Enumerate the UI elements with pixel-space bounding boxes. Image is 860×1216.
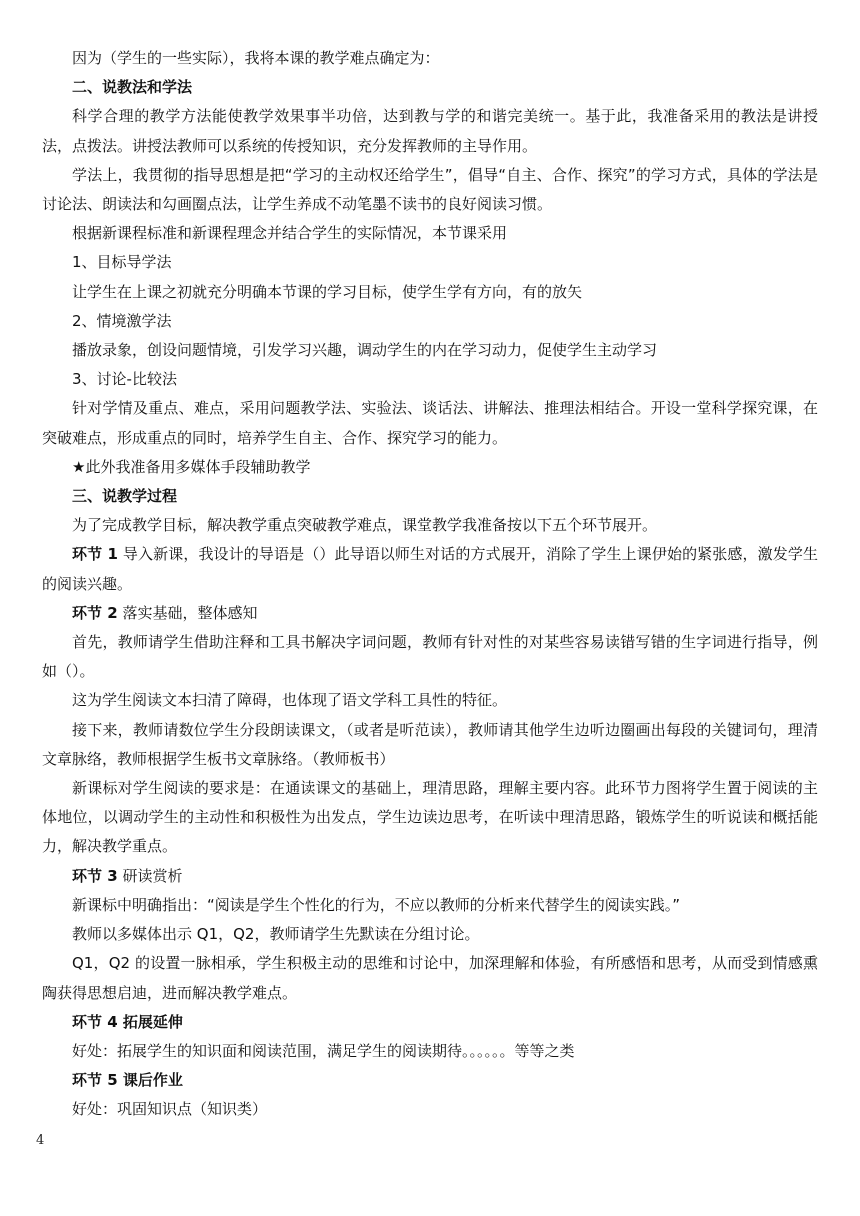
paragraph: 首先，教师请学生借助注释和工具书解决字词问题，教师有针对性的对某些容易读错写错的生字词进行指导，例如（）。 [42, 633, 818, 681]
paragraph: 科学合理的教学方法能使教学效果事半功倍，达到教与学的和谐完美统一。基于此，我准备采用的教法是讲授法，点拨法。讲授法教师可以系统的传授知识，充分发挥教师的主导作用。 [42, 107, 818, 155]
paragraph: 因为（学生的一些实际），我将本课的教学难点确定为： [72, 49, 440, 67]
paragraph: 让学生在上课之初就充分明确本节课的学习目标，使学生学有方向，有的放矢 [72, 282, 583, 301]
paragraph: ★此外我准备用多媒体手段辅助教学 [72, 457, 311, 476]
step-label: 环节 2 [72, 603, 118, 622]
paragraph: 接下来，教师请数位学生分段朗读课文，（或者是听范读），教师请其他学生边听边圈画出每段的关键词句，理清文章脉络，教师根据学生板书文章脉络。（教师板书） [42, 720, 818, 768]
paragraph: 根据新课程标准和新课程理念并结合学生的实际情况，本节课采用 [72, 224, 508, 243]
paragraph: 这为学生阅读文本扫清了障碍，也体现了语文学科工具性的特征。 [72, 691, 508, 710]
paragraph: 好处：巩固知识点（知识类） [72, 1100, 268, 1119]
paragraph-text: 落实基础，整体感知 [117, 603, 258, 622]
paragraph [42, 540, 818, 598]
section-heading: 三、说教学过程 [72, 487, 178, 506]
paragraph: 播放录象，创设问题情境，引发学习兴趣，调动学生的内在学习动力，促使学生主动学习 [72, 341, 658, 360]
section-heading: 环节 4 拓展延伸 [72, 1012, 183, 1031]
step-label: 环节 3 [72, 866, 118, 885]
step-label: 环节 1 [72, 545, 118, 564]
paragraph: 好处：拓展学生的知识面和阅读范围，满足学生的阅读期待。。。。。。等等之类 [72, 1041, 575, 1060]
paragraph: 针对学情及重点、难点，采用问题教学法、实验法、谈话法、讲解法、推理法相结合。开设一堂科学探究课，在突破难点，形成重点的同时，培养学生自主、合作、探究学习的能力。 [42, 399, 818, 447]
paragraph-text: 导入新课，我设计的导语是（）此导语以师生对话的方式展开，消除了学生上课伊始的紧张感，激发学生的阅读兴趣。 [42, 545, 818, 593]
paragraph: 2、情境激学法 [72, 311, 172, 330]
paragraph: 新课标中明确指出：“阅读是学生个性化的行为，不应以教师的分析来代替学生的阅读实践。” [72, 895, 681, 914]
paragraph: 3、讨论-比较法 [72, 370, 177, 389]
paragraph: 教师以多媒体出示 Q1，Q2，教师请学生先默读在分组讨论。 [72, 925, 480, 944]
paragraph: Q1，Q2 的设置一脉相承，学生积极主动的思维和讨论中，加深理解和体验，有所感悟和思考，从而受到情感熏陶获得思想启迪，进而解决教学难点。 [42, 954, 818, 1002]
paragraph [42, 862, 818, 891]
paragraph: 学法上，我贯彻的指导思想是把“学习的主动权还给学生”，倡导“自主、合作、探究”的学习方式，具体的学法是讨论法、朗读法和勾画圈点法，让学生养成不动笔墨不读书的良好阅读习惯。 [42, 165, 818, 214]
paragraph: 新课标对学生阅读的要求是：在通读课文的基础上，理清思路，理解主要内容。此环节力图将学生置于阅读的主体地位，以调动学生的主动性和积极性为出发点，学生边读边思考，在听读中理清思路，锻炼学生的听说读和概括能力，解决教学重点。 [42, 779, 818, 856]
section-heading: 环节 5 课后作业 [72, 1071, 183, 1090]
paragraph-text: 研读赏析 [117, 866, 183, 885]
paragraph: 1、目标导学法 [72, 253, 172, 272]
section-heading: 二、说教法和学法 [72, 78, 193, 97]
page-number: 4 [36, 1133, 45, 1148]
paragraph: 为了完成教学目标，解决教学重点突破教学难点，课堂教学我准备按以下五个环节展开。 [72, 516, 658, 535]
paragraph [42, 599, 818, 628]
page-body [42, 44, 818, 1125]
